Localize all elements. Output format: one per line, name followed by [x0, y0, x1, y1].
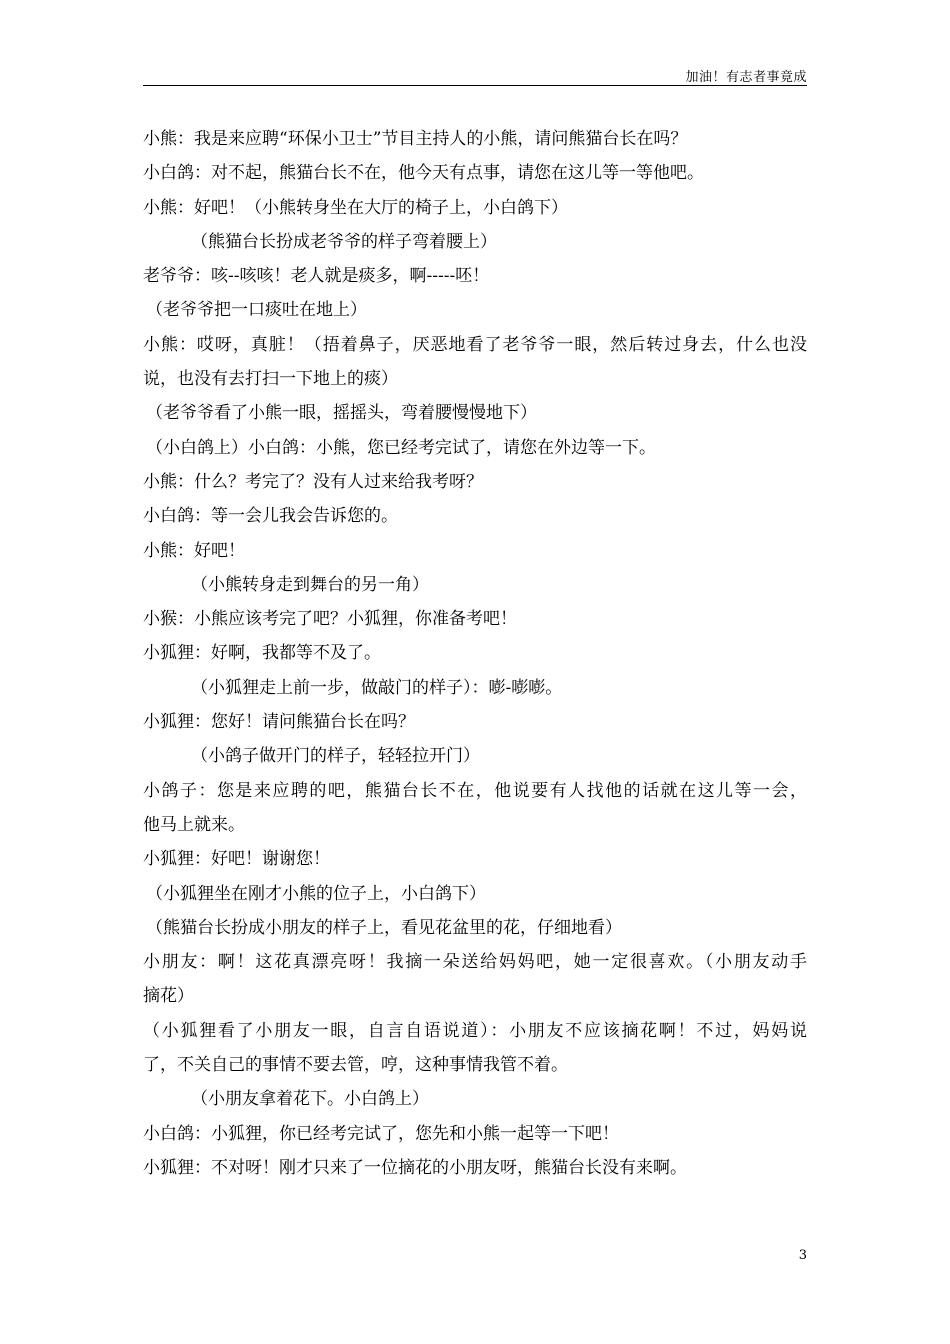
script-line: 小熊：我是来应聘“环保小卫士”节目主持人的小熊，请问熊猫台长在吗？: [143, 129, 688, 149]
script-body: [143, 122, 807, 1185]
script-line: 小白鸽：小狐狸，你已经考完试了，您先和小熊一起等一下吧！: [143, 1123, 619, 1144]
script-line: 小狐狸：您好！请问熊猫台长在吗？: [143, 712, 415, 733]
script-line: （小鸽子做开门的样子，轻轻拉开门）: [191, 746, 480, 767]
script-line: （小狐狸看了小朋友一眼，自言自语说道）：小朋友不应该摘花啊！不过，妈妈说: [143, 1020, 807, 1041]
script-line: 小熊：哎呀，真脏！（捂着鼻子，厌恶地看了老爷爷一眼，然后转过身去，什么也没: [143, 334, 807, 355]
script-line: 小熊：好吧！: [143, 540, 245, 561]
script-line: 他马上就来。: [143, 814, 245, 835]
script-line: 小白鸽：等一会儿我会告诉您的。: [143, 506, 398, 527]
script-line: 小鸽子：您是来应聘的吧，熊猫台长不在，他说要有人找他的话就在这儿等一会，: [143, 780, 807, 801]
script-line: （小朋友拿着花下。小白鸽上）: [191, 1089, 429, 1110]
script-line: （小狐狸走上前一步，做敲门的样子）：嘭-嘭嘭。: [191, 677, 563, 698]
script-line: （老爷爷看了小熊一眼，摇摇头，弯着腰慢慢地下）: [146, 403, 537, 424]
script-line: 老爷爷：咳--咳咳！老人就是痰多，啊-----呸！: [143, 266, 490, 287]
script-line: 小猴：小熊应该考完了吧？小狐狸，你准备考吧！: [143, 609, 517, 630]
script-line: （小白鸽上）小白鸽：小熊，您已经考完试了，请您在外边等一下。: [146, 437, 656, 458]
script-line: （老爷爷把一口痰吐在地上）: [146, 300, 367, 321]
script-line: 说，也没有去打扫一下地上的痰）: [143, 369, 398, 390]
script-line: 小狐狸：好吧！谢谢您！: [143, 849, 330, 870]
script-line: 小狐狸：好啊，我都等不及了。: [143, 643, 381, 664]
script-line: （小熊转身走到舞台的另一角）: [191, 574, 429, 595]
script-line: （熊猫台长扮成老爷爷的样子弯着腰上）: [191, 231, 497, 252]
script-line: 小白鸽：对不起，熊猫台长不在，他今天有点事，请您在这儿等一等他吧。: [143, 163, 704, 184]
script-line: 摘花）: [143, 986, 194, 1007]
script-line: 小熊：好吧！（小熊转身坐在大厅的椅子上，小白鸽下）: [143, 197, 568, 218]
script-line: 小熊：什么？考完了？没有人过来给我考呀？: [143, 471, 483, 492]
script-line: （熊猫台长扮成小朋友的样子上，看见花盆里的花，仔细地看）: [146, 917, 622, 938]
script-line: 了，不关自己的事情不要去管，哼，这种事情我管不着。: [143, 1055, 568, 1076]
script-line: 小狐狸：不对呀！刚才只来了一位摘花的小朋友呀，熊猫台长没有来啊。: [143, 1157, 687, 1178]
script-line: 小朋友：啊！这花真漂亮呀！我摘一朵送给妈妈吧，她一定很喜欢。（小朋友动手: [143, 952, 807, 973]
header-divider: [143, 85, 807, 86]
page-number: 3: [798, 1248, 807, 1263]
script-line: （小狐狸坐在刚才小熊的位子上，小白鸽下）: [146, 883, 486, 904]
page-header-text: 加油！有志者事竟成: [685, 70, 807, 85]
